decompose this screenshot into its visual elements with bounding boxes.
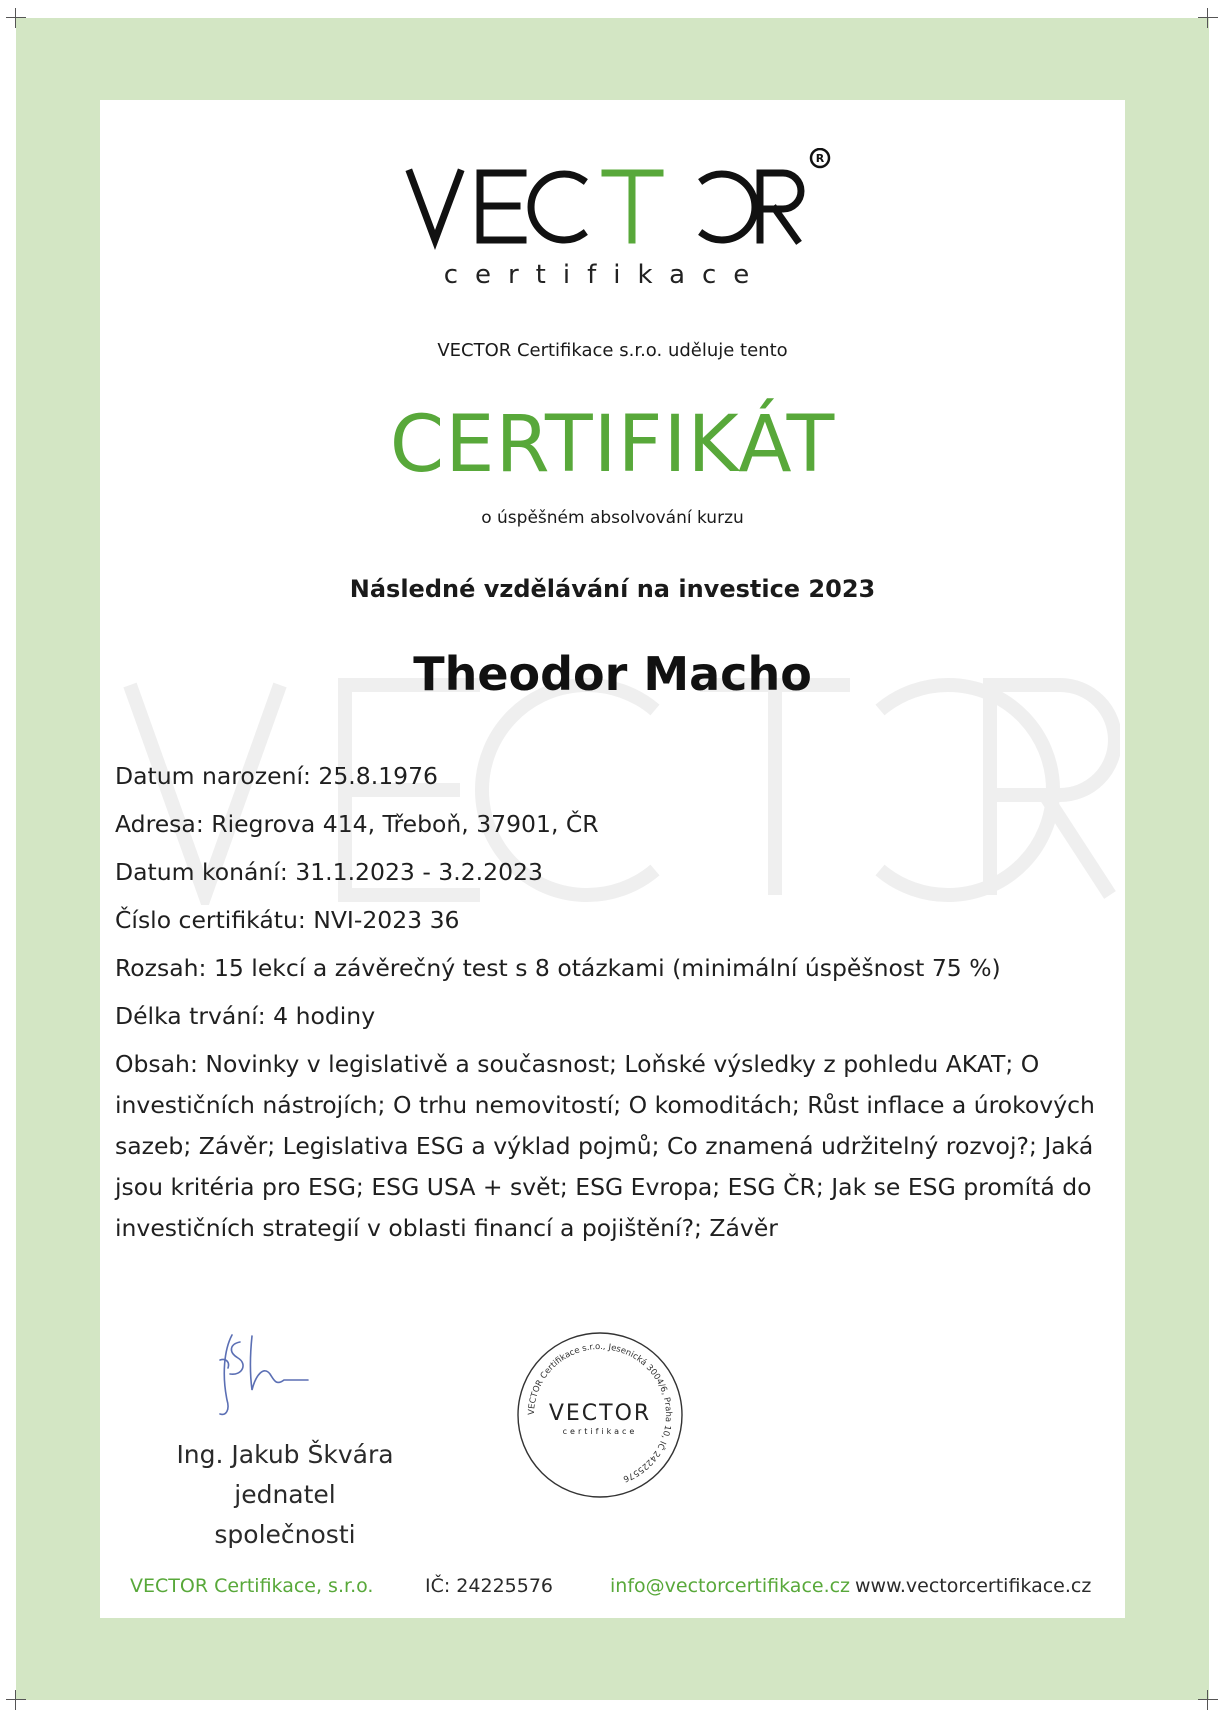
svg-text:R: R xyxy=(815,152,825,165)
footer-email-link[interactable]: info@vectorcertifikace.cz xyxy=(610,1575,851,1597)
detail-content: Obsah: Novinky v legislativě a současnost; Loňské výsledky z pohledu AKAT; O investičních nástrojích; O trhu nemovitostí; O komoditách; Růst inflace a úrokových sazeb; Závěr; Legislativa ESG a výklad pojmů; Co znamená udržitelný rozvoj?; Jaká jsou kritéria pro ESG; ESG USA + svět; ESG Evropa; ESG ČR; Jak se ESG promítá do investičních strategií v oblasti financí a pojištění?; Závěr xyxy=(115,1050,1095,1242)
course-name: Následné vzdělávání na investice 2023 xyxy=(349,575,876,603)
vector-logo xyxy=(405,148,845,318)
detail-birth-date: Datum narození: 25.8.1976 xyxy=(115,762,439,790)
svg-text:VECTOR: VECTOR xyxy=(548,1401,652,1426)
certificate-subtitle: o úspěšném absolvování kurzu xyxy=(481,508,744,528)
detail-event-date: Datum konání: 31.1.2023 - 3.2.2023 xyxy=(115,858,543,886)
svg-text:certifikace: certifikace xyxy=(562,1427,638,1436)
crop-mark-bottom-left xyxy=(6,1690,26,1710)
grants-line: VECTOR Certifikace s.r.o. uděluje tento xyxy=(437,340,788,361)
certificate-sheet xyxy=(100,100,1125,1618)
detail-duration: Délka trvání: 4 hodiny xyxy=(115,1002,376,1030)
signatory xyxy=(160,1435,410,1555)
svg-text:VECTOR Certifikace s.r.o., Jes: VECTOR Certifikace s.r.o., Jesenická 3004/6, Praha 10, IČ 24225576 xyxy=(526,1341,674,1484)
crop-mark-top-right xyxy=(1198,8,1218,28)
certificate-title: CERTIFIKÁT xyxy=(389,400,836,490)
signature-image xyxy=(180,1330,310,1420)
detail-certificate-number: Číslo certifikátu: NVI-2023 36 xyxy=(115,906,460,934)
detail-address: Adresa: Riegrova 414, Třeboň, 37901, ČR xyxy=(115,810,599,838)
crop-mark-top-left xyxy=(6,8,26,28)
logo-subtitle: certifikace xyxy=(443,260,767,290)
footer-website-link[interactable]: www.vectorcertifikace.cz xyxy=(855,1575,1092,1597)
footer-ic: IČ: 24225576 xyxy=(425,1575,554,1597)
signatory-role: jednatel společnosti xyxy=(214,1480,356,1549)
footer xyxy=(100,1575,1125,1605)
company-stamp xyxy=(515,1330,685,1500)
recipient-name: Theodor Macho xyxy=(413,647,812,701)
detail-scope: Rozsah: 15 lekcí a závěrečný test s 8 otázkami (minimální úspěšnost 75 %) xyxy=(115,954,1001,982)
signatory-name: Ing. Jakub Škvára xyxy=(176,1440,394,1469)
footer-company: VECTOR Certifikace, s.r.o. xyxy=(130,1575,374,1597)
details-list xyxy=(115,760,1105,1264)
crop-mark-bottom-right xyxy=(1198,1690,1218,1710)
